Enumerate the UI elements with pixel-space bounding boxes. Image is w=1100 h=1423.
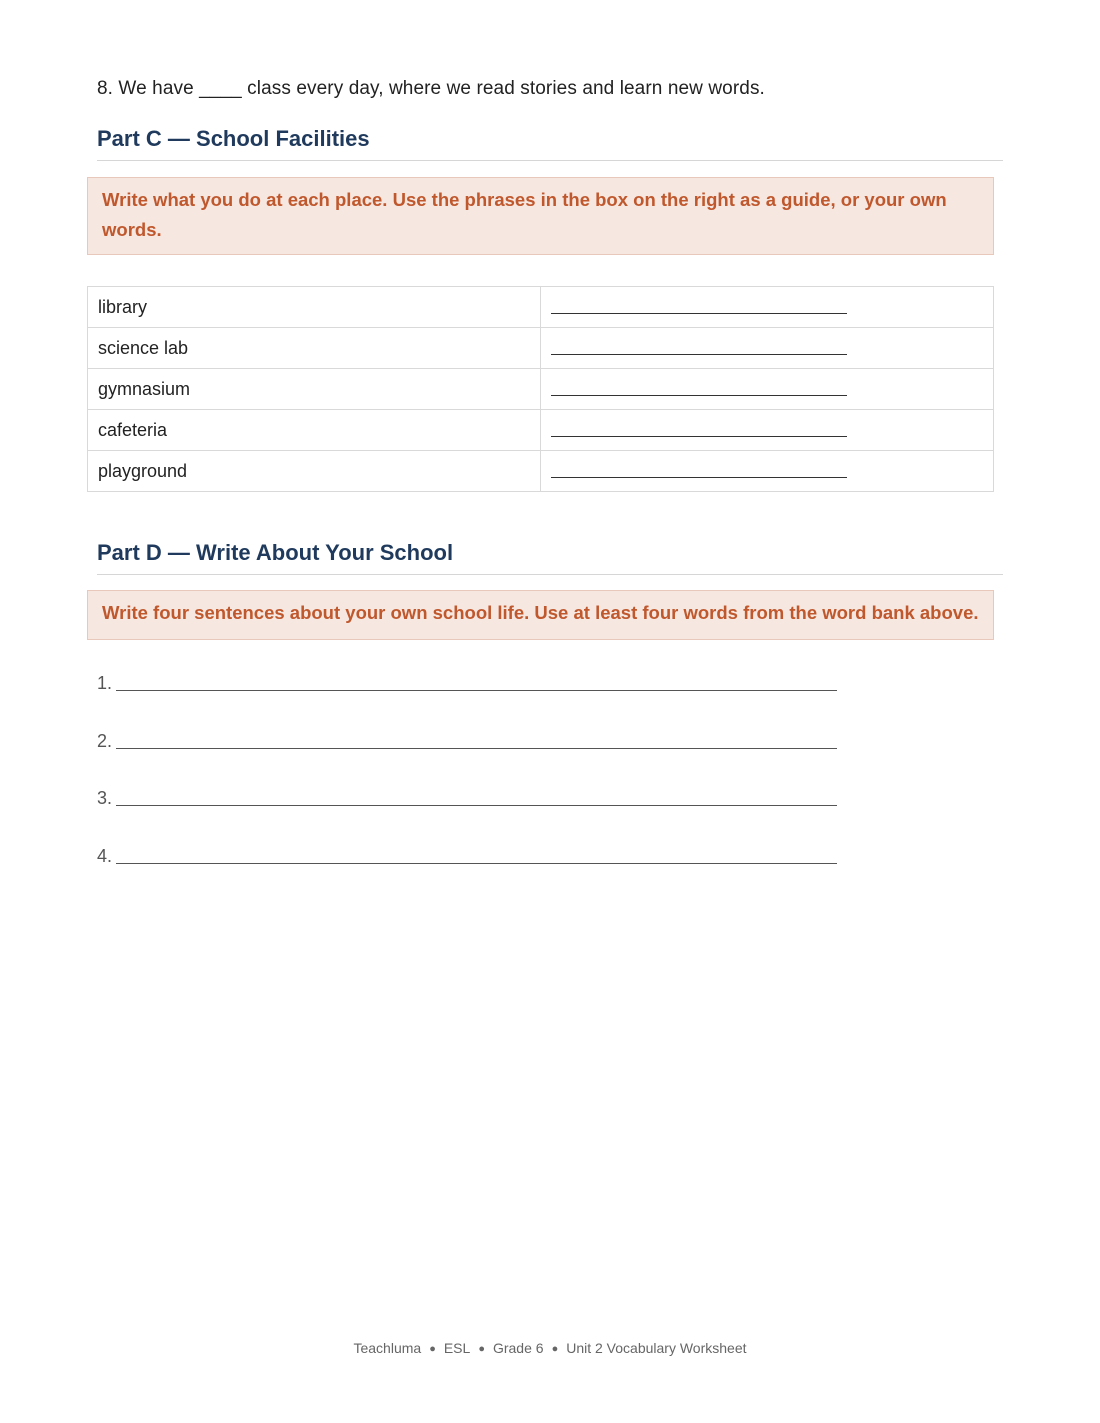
separator-dot: ● [478, 1343, 485, 1355]
answer-blank[interactable] [541, 328, 994, 369]
table-row [88, 451, 994, 492]
table-row [88, 328, 994, 369]
page-footer [0, 1340, 1100, 1356]
answer-blank[interactable] [541, 287, 994, 328]
footer-grade: Grade 6 [492, 1340, 544, 1356]
sentence-line-1[interactable] [97, 673, 837, 694]
part-c-heading: Part C — School Facilities [97, 126, 370, 151]
footer-title: Unit 2 Vocabulary Worksheet [566, 1340, 747, 1356]
table-row [88, 410, 994, 451]
line-number: 3. [97, 788, 113, 808]
part-c-divider [97, 160, 1003, 161]
facility-name: cafeteria [88, 410, 541, 451]
part-c-instruction: Write what you do at each place. Use the phrases in the box on the right as a guide, or your own words. [87, 177, 994, 255]
separator-dot: ● [551, 1343, 559, 1355]
part-d-divider [97, 574, 1003, 575]
sentence-line-3[interactable] [97, 788, 837, 809]
answer-blank[interactable] [541, 451, 994, 492]
facility-name: playground [88, 451, 541, 492]
line-number: 1. [97, 673, 113, 693]
footer-brand: Teachluma [353, 1340, 422, 1356]
table-row [88, 369, 994, 410]
line-number: 4. [97, 846, 113, 866]
answer-blank[interactable] [541, 369, 994, 410]
question-8: 8. We have ____ class every day, where we read stories and learn new words. [97, 78, 765, 99]
facility-name: science lab [88, 328, 541, 369]
facility-table [87, 286, 994, 492]
footer-subject: ESL [443, 1340, 471, 1356]
facility-name: library [88, 287, 541, 328]
facility-name: gymnasium [88, 369, 541, 410]
separator-dot: ● [429, 1343, 436, 1355]
sentence-line-2[interactable] [97, 731, 837, 752]
part-d-heading: Part D — Write About Your School [97, 540, 454, 565]
part-d-instruction: Write four sentences about your own school life. Use at least four words from the word bank above. [87, 590, 994, 640]
answer-blank[interactable] [541, 410, 994, 451]
table-row [88, 287, 994, 328]
line-number: 2. [97, 731, 113, 751]
sentence-line-4[interactable] [97, 846, 837, 867]
